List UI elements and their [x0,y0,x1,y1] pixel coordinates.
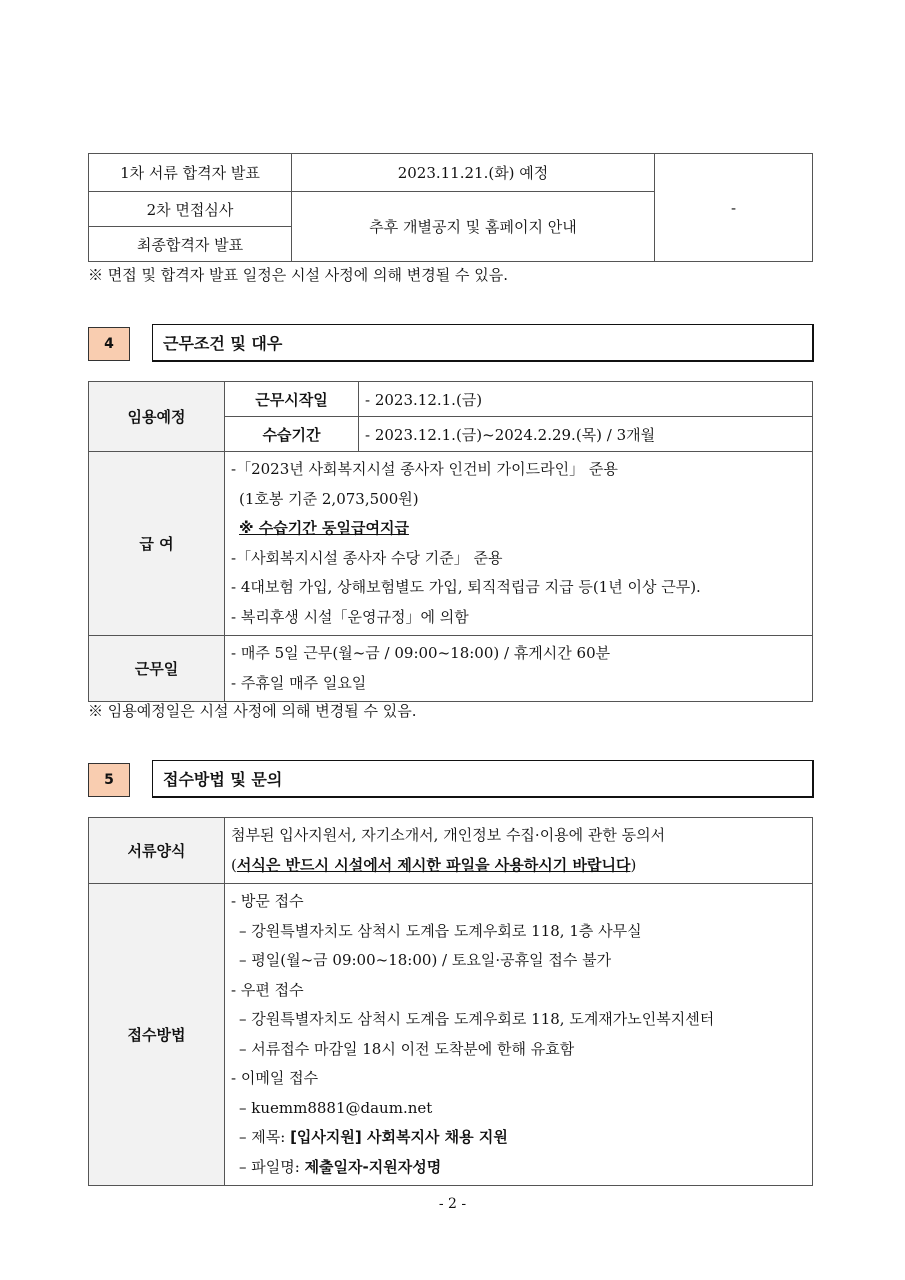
appoint-note: ※ 임용예정일은 시설 사정에 의해 변경될 수 있음. [88,702,417,720]
salary-line: - 4대보험 가입, 상해보험별도 가입, 퇴직적립금 지급 등(1년 이상 근무). [231,578,701,596]
method-line: - 우편 접수 [231,980,304,999]
salary-line: (1호봉 기준 2,073,500원) [239,489,419,508]
forms-label: 서류양식 [89,818,225,884]
page-number: - 2 - [438,1196,467,1212]
schedule-remark: - [655,154,813,262]
salary-line: - 복리후생 시설「운영규정」에 의함 [231,607,469,626]
schedule-label: 최종합격자 발표 [89,227,292,262]
salary-label: 급 여 [89,452,225,636]
method-line: – 강원특별자치도 삼척시 도계읍 도계우회로 118, 도계재가노인복지센터 [239,1010,715,1028]
application-table [88,817,813,1186]
schedule-label: 1차 서류 합격자 발표 [89,154,292,192]
email-address: – kuemm8881@daum.net [239,1098,433,1117]
salary-line: -「사회복지시설 종사자 수당 기준」 준용 [231,548,503,567]
workday-line: - 주휴일 매주 일요일 [231,673,367,692]
forms-line: (서식은 반드시 시설에서 제시한 파일을 사용하시기 바랍니다) [231,855,637,874]
method-line: – 평일(월~금 09:00~18:00) / 토요일·공휴일 접수 불가 [239,951,612,969]
method-content [225,884,813,1186]
method-line: – 강원특별자치도 삼척시 도계읍 도계우회로 118, 1층 사무실 [239,921,642,940]
forms-line: 첨부된 입사지원서, 자기소개서, 개인정보 수집·이용에 관한 동의서 [231,826,666,844]
schedule-note: ※ 면접 및 합격자 발표 일정은 시설 사정에 의해 변경될 수 있음. [88,266,508,284]
start-date-label: 근무시작일 [225,382,359,417]
section-number: 5 [88,763,130,797]
section-title: 근무조건 및 대우 [152,324,814,362]
salary-line: ※ 수습기간 동일급여지급 [239,519,409,537]
probation-label: 수습기간 [225,417,359,452]
section-number: 4 [88,327,130,361]
schedule-value: 2023.11.21.(화) 예정 [292,154,655,192]
method-line: – 제목: [입사지원] 사회복지사 채용 지원 [239,1128,508,1146]
forms-content [225,818,813,884]
schedule-label: 2차 면접심사 [89,192,292,227]
appoint-label: 임용예정 [89,382,225,452]
workday-label: 근무일 [89,636,225,702]
method-line: – 서류접수 마감일 18시 이전 도착분에 한해 유효함 [239,1039,575,1058]
method-line: - 이메일 접수 [231,1069,319,1087]
probation-value: - 2023.12.1.(금)~2024.2.29.(목) / 3개월 [359,417,813,452]
method-line: – 파일명: 제출일자-지원자성명 [239,1157,442,1176]
start-date-value: - 2023.12.1.(금) [359,382,813,417]
section-title: 접수방법 및 문의 [152,760,814,798]
method-line: - 방문 접수 [231,892,304,910]
workday-line: - 매주 5일 근무(월~금 / 09:00~18:00) / 휴게시간 60분 [231,644,611,662]
work-conditions-table [88,381,813,702]
method-label: 접수방법 [89,884,225,1186]
schedule-value: 추후 개별공지 및 홈페이지 안내 [292,192,655,262]
salary-line: -「2023년 사회복지시설 종사자 인건비 가이드라인」 준용 [231,460,618,478]
salary-content [225,452,813,636]
workday-content [225,636,813,702]
schedule-table [88,153,813,262]
